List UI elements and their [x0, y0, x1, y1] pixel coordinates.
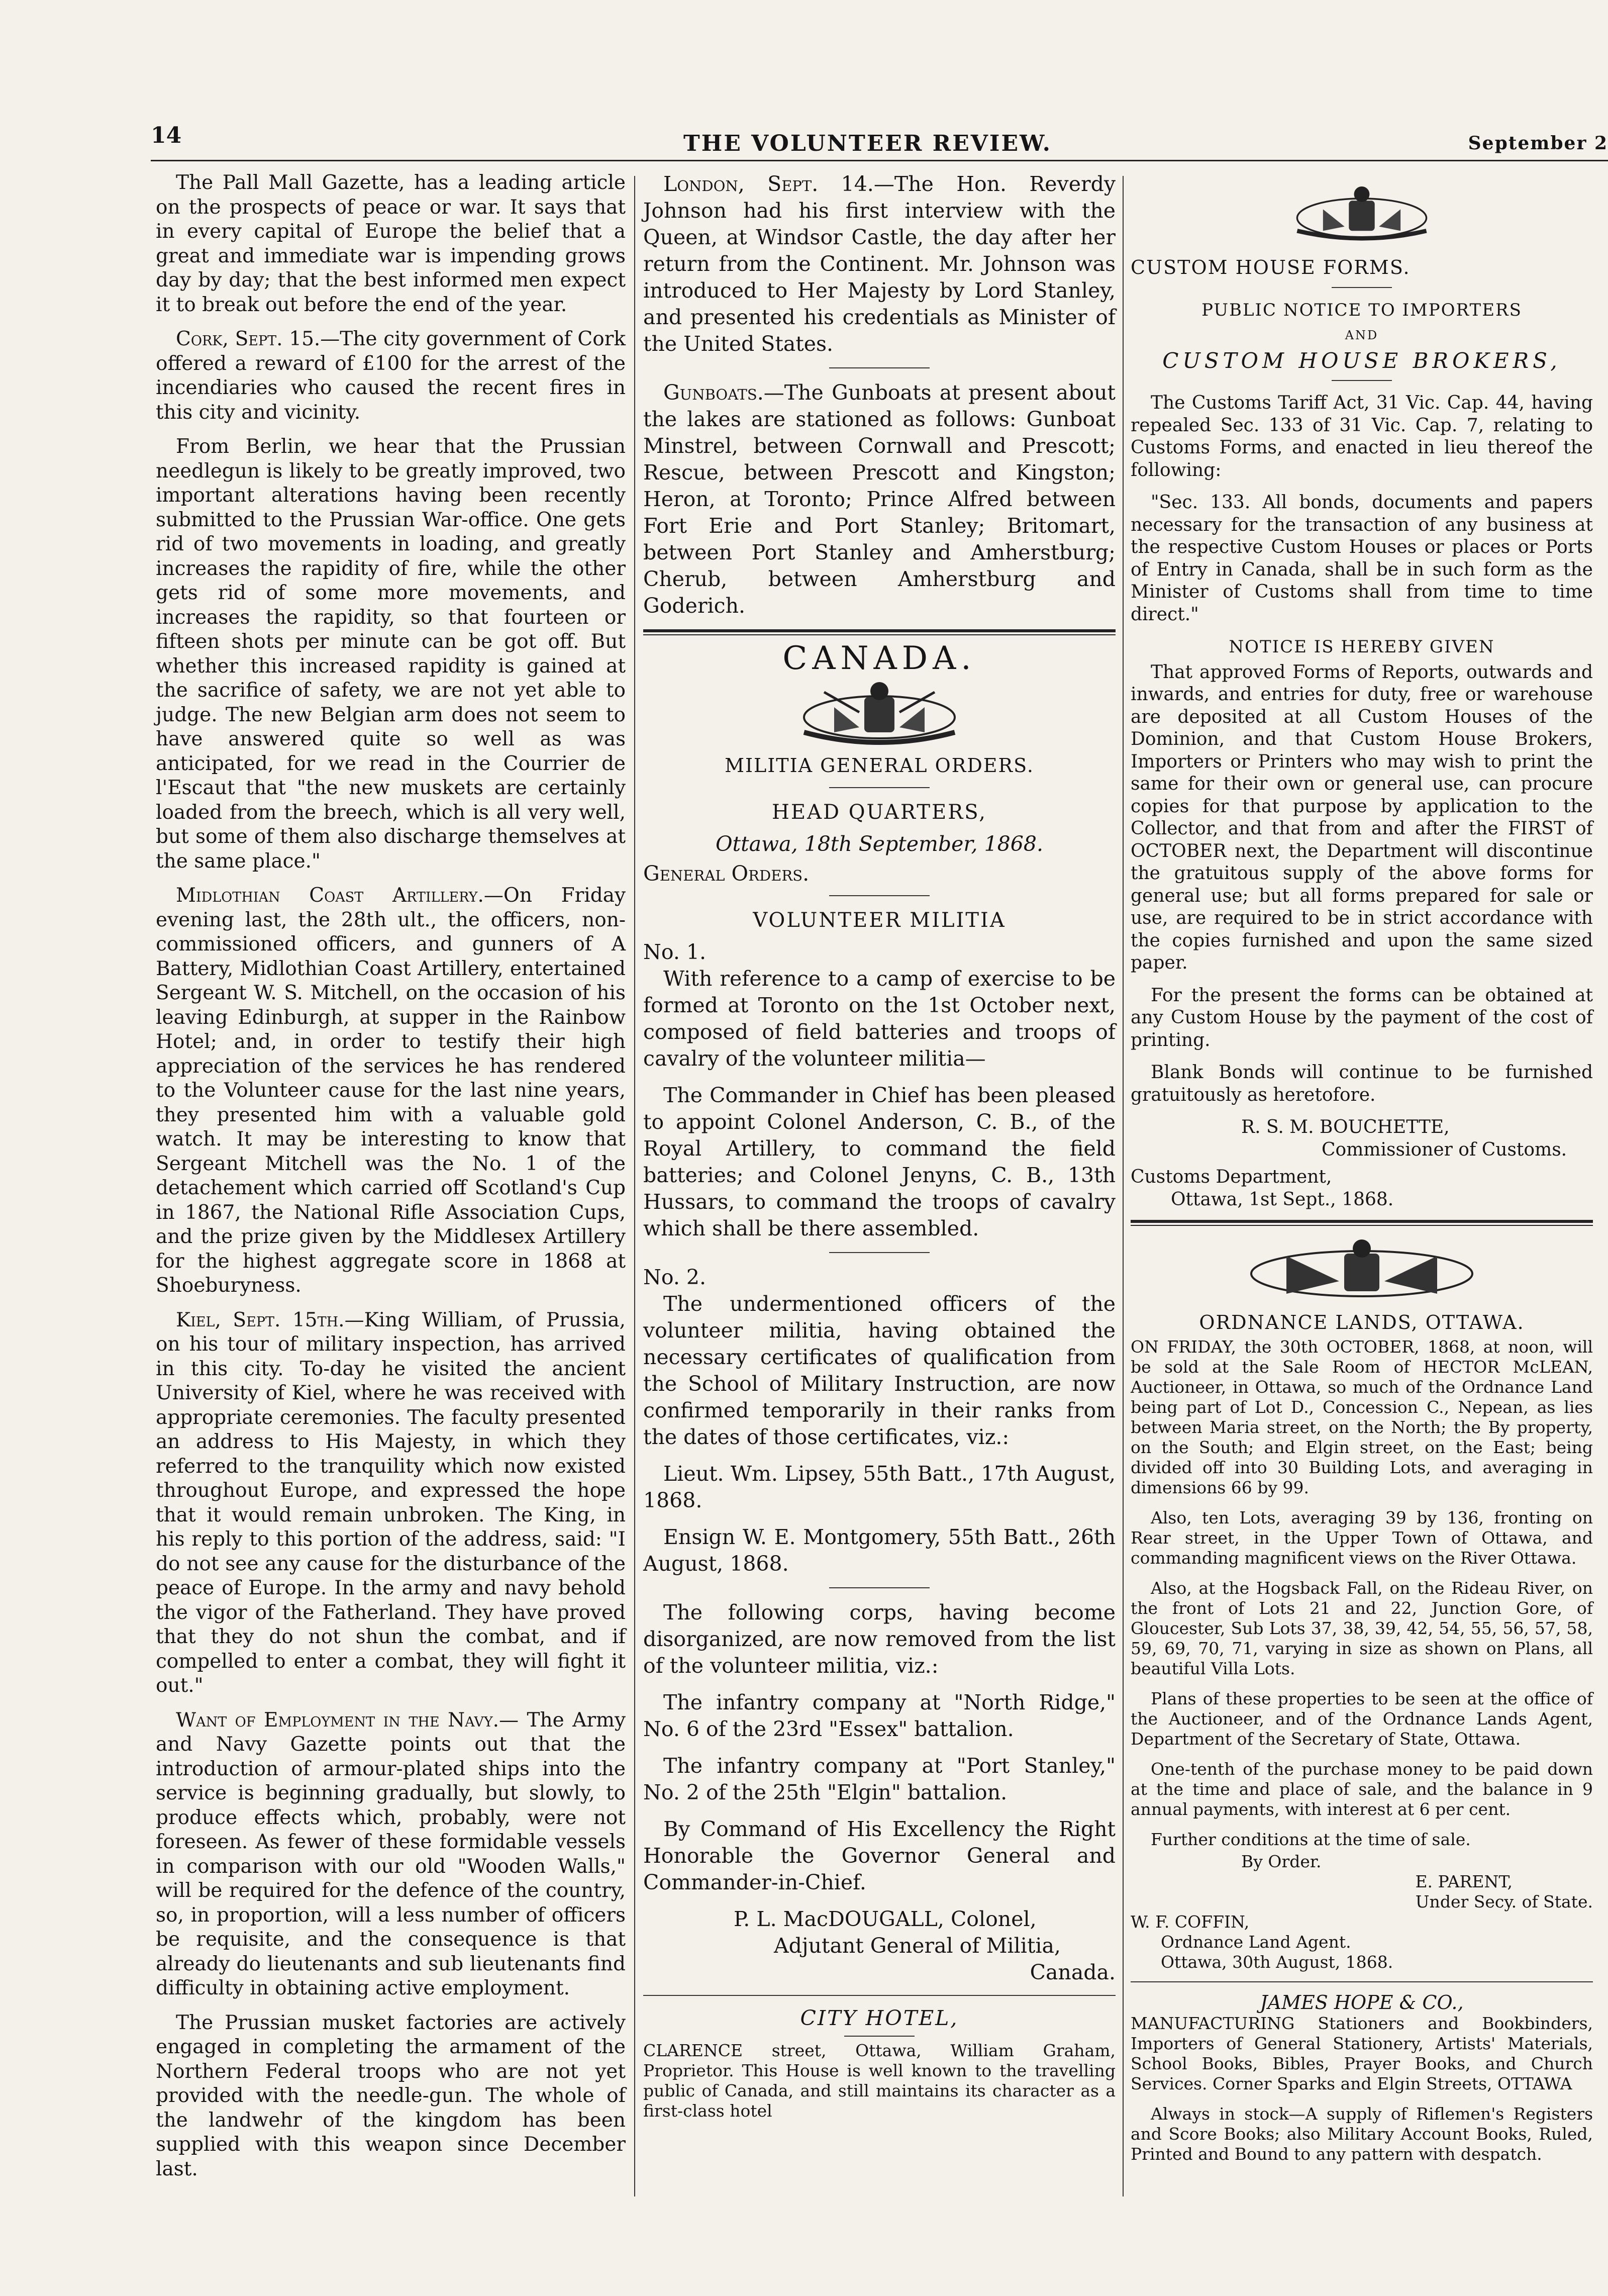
command-line: By Command of His Excellency the Right Honorable the Governor General and Commander-in-Chief.	[643, 1817, 1116, 1894]
customs-para-1: The Customs Tariff Act, 31 Vic. Cap. 44, having repealed Sec. 133 of 31 Vic. Cap. 7, relating to Customs Forms, and enacted in lieu thereof the following:	[1131, 393, 1593, 481]
separator	[1332, 380, 1392, 381]
bouchette-title: Commissioner of Customs.	[1322, 1139, 1567, 1160]
james-hope-stock: Always in stock—A supply of Riflemen's Registers and Score Books; also Military Account Books, Ruled, Printed and Bound to any pattern with despatch.	[1131, 2104, 1593, 2164]
running-head	[151, 123, 1608, 158]
article-cork-body: —The city government of Cork offered a reward of £100 for the arrest of the incendiaries who caused the recent fires in this city and vicinity.	[156, 328, 626, 424]
order-no-2: No. 2.	[643, 1265, 707, 1289]
ordnance-hogsback: Also, at the Hogsback Fall, on the Rideau River, on the front of Lots 21 and 22, Junction Gore, of Gloucester, Sub Lots 37, 38, 39, 42, 54, 55, 56, 57, 58, 59, 69, 70, 71, varying in size as shown on Plans, all beautiful Villa Lots.	[1131, 1578, 1593, 1678]
article-cork-dateline: Cork, Sept. 15.	[176, 328, 321, 350]
column-1	[156, 171, 626, 2191]
corps-removed: The following corps, having become disorganized, are now removed from the list of the volunteer militia, viz.:	[643, 1600, 1116, 1678]
article-navy-body: — The Army and Navy Gazette points out that the introduction of armour-plated ships into the service is beginning gradually, but slowly, to produce effects which, probably, were not foreseen. As fewer of these formidable vessels in comparison with our old "Wooden Walls," will be required for the defence of the country, so, in proportion, will a less number of officers be requisite, and the consequence is that already do lieutenants and sub lieutenants find difficulty in obtaining active employment.	[156, 1708, 626, 1999]
article-navy	[156, 1708, 626, 2001]
article-london-body: —The Hon. Reverdy Johnson had his first interview with the Queen, at Windsor Castle, the day after her return from the Continent. Mr. Johnson was introduced to Her Majesty by Lord Stanley, and presented his credentials as Minister of the United States.	[643, 172, 1116, 356]
signature-title: Adjutant General of Militia,	[774, 1934, 1061, 1958]
separator	[829, 895, 930, 896]
head-quarters: HEAD QUARTERS,	[771, 801, 987, 824]
section-rule	[1131, 1220, 1593, 1226]
article-cork	[156, 327, 626, 425]
ordnance-payment: One-tenth of the purchase money to be paid down at the time and place of sale, and the balance in 9 annual payments, with interest at 6 per cent.	[1131, 1759, 1593, 1819]
order-2-para-1: The undermentioned officers of the volunteer militia, having obtained the necessary certificates of qualification from the School of Military Instruction, are now confirmed temporarily in their ranks from the dates of those certificates, viz.:	[643, 1292, 1116, 1449]
article-gunboats	[643, 379, 1116, 619]
separator	[829, 367, 930, 368]
customs-para-2: "Sec. 133. All bonds, documents and papers necessary for the transaction of any business at the respective Custom Houses or places or Ports of Entry in Canada, shall be in such form as the Minister of Customs shall from time to time direct."	[1131, 492, 1593, 625]
custom-house-brokers: CUSTOM HOUSE BROKERS,	[1162, 348, 1561, 373]
issue-date: September 2	[1468, 133, 1608, 154]
order-1-para-1: With reference to a camp of exercise to be formed at Toronto on the 1st October next, composed of field batteries and troops of cavalry of the volunteer militia—	[643, 967, 1116, 1071]
coffin-title: Ordnance Land Agent.	[1161, 1932, 1351, 1952]
article-london-dateline: London, Sept. 14.	[663, 172, 874, 196]
city-hotel-title: CITY HOTEL,	[800, 2006, 959, 2030]
customs-para-3: That approved Forms of Reports, outwards and inwards, and entries for duty, free or warehouse are deposited at all Custom Houses of the Dominion, and that Custom House Brokers, Importers or Printers who may wish to print the same for their own or general use, can procure copies for that purpose by application to the Collector, and that from and after the FIRST of OCTOBER next, the Department will discontinue the gratuitous supply of the above forms for general use; but all forms prepared for sale or use, are required to be in strict accordance with the copies furnished and upon the same sized paper.	[1131, 661, 1593, 973]
bouchette-name: R. S. M. BOUCHETTE,	[1241, 1117, 1450, 1137]
parent-name: E. PARENT,	[1415, 1871, 1513, 1891]
signature-country: Canada.	[1030, 1960, 1116, 1984]
customs-department: Customs Department,	[1131, 1167, 1332, 1187]
article-navy-heading: Want of Employment in the Navy.	[176, 1708, 499, 1732]
canada-heading: CANADA.	[782, 640, 976, 677]
orders-date: Ottawa, 18th September, 1868.	[716, 832, 1043, 856]
ordnance-plans: Plans of these properties to be seen at the office of the Auctioneer, and of the Ordnance Lands Agent, Department of the Secretary of State, Ottawa.	[1131, 1688, 1593, 1749]
royal-arms-icon	[774, 677, 985, 747]
separator	[1131, 1981, 1593, 1982]
masthead: THE VOLUNTEER REVIEW.	[683, 131, 1052, 156]
customs-date: Ottawa, 1st Sept., 1868.	[1171, 1189, 1394, 1210]
section-rule	[643, 629, 1116, 635]
royal-arms-icon	[1271, 176, 1452, 251]
james-hope-title: JAMES HOPE & CO.,	[1260, 1991, 1464, 2014]
separator	[1332, 287, 1392, 288]
article-pall-mall: The Pall Mall Gazette, has a leading article on the prospects of peace or war. It says that in every capital of Europe the belief that a great and immediate war is impending grows day by day; that the best informed men expect it to break out before the end of the year.	[156, 171, 626, 316]
column-rule-2	[1123, 176, 1124, 2196]
article-london	[643, 171, 1116, 357]
order-no-1: No. 1.	[643, 940, 707, 964]
city-hotel-ad: CLARENCE street, Ottawa, William Graham, Proprietor. This House is well known to the travelling public of Canada, and still maintains its character as a first-class hotel	[643, 2041, 1116, 2121]
volunteer-militia-title: VOLUNTEER MILITIA	[753, 909, 1006, 932]
parent-title: Under Secy. of State.	[1415, 1891, 1593, 1911]
separator	[643, 1995, 1116, 1996]
separator	[844, 2036, 915, 2037]
article-kiel	[156, 1308, 626, 1698]
ordnance-title: ORDNANCE LANDS, OTTAWA.	[1199, 1311, 1525, 1333]
customs-para-4: For the present the forms can be obtained at any Custom House by the payment of the cost of printing.	[1131, 985, 1593, 1050]
article-kiel-body: —King William, of Prussia, on his tour of military inspection, has arrived in this city. To-day he visited the ancient University of Kiel, where he was received with appropriate ceremonies. The faculty presented an address to His Majesty, in which they referred to the tranquility which now existed throughout Europe, and expressed the hope that it would remain unbroken. The King, in his reply to this portion of the address, said: "I do not see any cause for the disturbance of the peace of Europe. In the army and navy behold the vigor of the Fatherland. They have proved that they do not shun the combat, and if compelled to enter a combat, they will fight it out."	[156, 1308, 626, 1697]
royal-arms-icon	[1231, 1236, 1492, 1306]
article-midlothian-heading: Midlothian Coast Artillery.	[176, 884, 484, 907]
separator	[829, 1252, 930, 1253]
article-gunboats-heading: Gunboats.	[663, 380, 764, 405]
ordnance-rear-street: Also, ten Lots, averaging 39 by 136, fronting on Rear street, in the Upper Town of Ottawa, and commanding magnificent views on the River Ottawa.	[1131, 1507, 1593, 1568]
page-number: 14	[151, 123, 182, 148]
customs-title: CUSTOM HOUSE FORMS.	[1131, 256, 1411, 278]
notice-given: NOTICE IS HEREBY GIVEN	[1229, 637, 1495, 657]
article-berlin: From Berlin, we hear that the Prussian needlegun is likely to be greatly improved, two important alterations having been recently submitted to the Prussian War-office. One gets rid of two movements in loading, and greatly increases the rapidity of fire, while the other gets rid of some more movements, and increases the rapidity, so that fourteen or fifteen shots per minute can be got off. But whether this increased rapidity is gained at the sacrifice of safety, we are not yet able to judge. The new Belgian arm does not seem to have answered quite so well as was anticipated, for we read in the Courrier de l'Escaut that "the new muskets are certainly loaded from the breech, which is all very well, but some of them also discharge themselves at the same place."	[156, 435, 626, 873]
header-rule	[151, 160, 1608, 161]
ordnance-conditions: Further conditions at the time of sale.	[1151, 1829, 1471, 1849]
article-gunboats-body: —The Gunboats at present about the lakes are stationed as follows: Gunboat Minstrel, between Cornwall and Prescott; Rescue, between Prescott and Kingston; Heron, at Toronto; Prince Alfred between Fort Erie and Port Stanley; Britomart, between Port Stanley and Amherstburg; Cherub, between Amherstburg and Goderich.	[643, 380, 1116, 618]
article-midlothian-body: —On Friday evening last, the 28th ult., the officers, non-commissioned officers, and gunners of A Battery, Midlothian Coast Artillery, entertained Sergeant W. S. Mitchell, on the occasion of his leaving Edinburgh, at supper in the Rainbow Hotel; and, in order to testify their high appreciation of the services he has rendered to the Volunteer cause for the last nine years, they presented him with a valuable gold watch. It may be interesting to know that Sergeant Mitchell was the No. 1 of the detachement which carried off Scotland's Cup in 1867, the National Rifle Association Cups, and the prize given by the Middlesex Artillery for the highest aggregate score in 1868 at Shoeburyness.	[156, 884, 626, 1297]
ordnance-sale: ON FRIDAY, the 30th OCTOBER, 1868, at noon, will be sold at the Sale Room of HECTOR McLEAN, Auctioneer, in Ottawa, so much of the Ordnance Land being part of Lot D., Concession C., Nepean, as lies between Maria street, on the North; the By property, on the South; and Elgin street, on the East; being divided off into 30 Building Lots, and averaging in dimensions 66 by 99.	[1131, 1336, 1593, 1497]
corps-north-ridge: The infantry company at "North Ridge," No. 6 of the 23rd "Essex" battalion.	[643, 1690, 1116, 1741]
notice-importers: PUBLIC NOTICE TO IMPORTERS	[1201, 300, 1522, 320]
james-hope-ad: MANUFACTURING Stationers and Bookbinders, Importers of General Stationery, Artists' Materials, School Books, Bibles, Prayer Books, and Church Services. Corner Sparks and Elgin Streets, OTTAWA	[1131, 2014, 1593, 2093]
separator	[829, 787, 930, 788]
by-order: By Order.	[1241, 1851, 1322, 1871]
article-midlothian	[156, 884, 626, 1298]
column-2	[643, 171, 1116, 2131]
article-kiel-dateline: Kiel, Sept. 15th.	[176, 1308, 345, 1331]
order-1-para-2: The Commander in Chief has been pleased to appoint Colonel Anderson, C. B., of the Royal Artillery, to command the field batteries; and Colonel Jenyns, C. B., 13th Hussars, to command the troops of cavalry which shall be there assembled.	[643, 1083, 1116, 1240]
orders-title: MILITIA GENERAL ORDERS.	[725, 754, 1034, 777]
notice-and: AND	[1345, 328, 1379, 342]
column-rule-1	[634, 176, 635, 2196]
column-3	[1131, 171, 1593, 2174]
customs-para-5: Blank Bonds will continue to be furnished gratuitously as heretofore.	[1131, 1062, 1593, 1105]
coffin-date: Ottawa, 30th August, 1868.	[1161, 1952, 1393, 1972]
order-2-montgomery: Ensign W. E. Montgomery, 55th Batt., 26th August, 1868.	[643, 1525, 1116, 1576]
corps-port-stanley: The infantry company at "Port Stanley," No. 2 of the 25th "Elgin" battalion.	[643, 1754, 1116, 1804]
general-orders-label: General Orders.	[643, 862, 810, 886]
order-2-lipsey: Lieut. Wm. Lipsey, 55th Batt., 17th August, 1868.	[643, 1462, 1116, 1512]
signature-name: P. L. MacDOUGALL, Colonel,	[734, 1907, 1037, 1931]
separator	[829, 1587, 930, 1588]
article-prussian-muskets: The Prussian musket factories are actively engaged in completing the armament of the Northern Federal troops who are not yet provided with the needle-gun. The whole of the landwehr of the kingdom has been supplied with this weapon since December last.	[156, 2011, 626, 2180]
coffin-name: W. F. COFFIN,	[1131, 1911, 1250, 1932]
